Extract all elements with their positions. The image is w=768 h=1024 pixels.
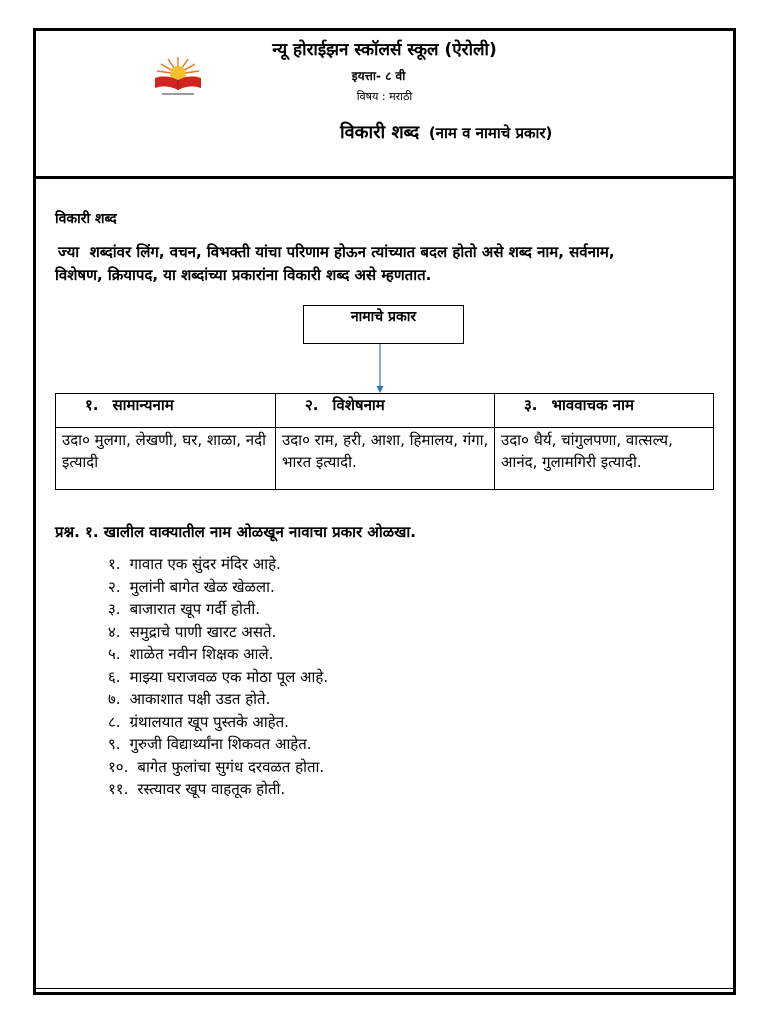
table-example-cell: उदा० राम, हरी, आशा, हिमालय, गंगा, भारत इत्यादी. [276, 428, 495, 490]
table-example-cell: उदा० धैर्य, चांगुलपणा, वात्सल्य, आनंद, गुलामगिरी इत्यादी. [495, 428, 714, 490]
table-header-cell [495, 394, 714, 428]
item-number: ७. [108, 690, 121, 708]
school-name: न्यू होराईझन स्कॉलर्स स्कूल (ऐरोली) [272, 40, 497, 60]
list-item [108, 756, 713, 779]
type-number: २. [305, 396, 319, 414]
item-text: ग्रंथालयात खूप पुस्तके आहेत. [129, 712, 289, 731]
type-number: ३. [524, 396, 538, 414]
list-item [108, 621, 713, 644]
definition-line: ज्या शब्दांवर लिंग, वचन, विभक्ती यांचा परिणाम होऊन त्यांच्यात बदल होतो असे शब्द नाम, सर्वनाम, [58, 243, 615, 261]
worksheet-title-main: विकारी शब्द [340, 122, 420, 143]
noun-types-root-box: नामाचे प्रकार [303, 305, 464, 344]
noun-types-table [55, 393, 714, 490]
table-header-row [56, 394, 714, 428]
item-text: रस्त्यावर खूप वाहतूक होती. [137, 780, 286, 798]
item-text: आकाशात पक्षी उडत होते. [129, 690, 271, 708]
worksheet-header [36, 31, 733, 179]
item-text: शाळेत नवीन शिक्षक आले. [129, 645, 274, 663]
item-text: माझ्या घराजवळ एक मोठा पूल आहे. [129, 667, 329, 686]
item-number: १०. [108, 757, 129, 776]
table-example-row [56, 428, 714, 490]
worksheet-subtitle: (नाम व नामाचे प्रकार) [428, 124, 553, 142]
item-number: ११. [108, 780, 129, 798]
item-number: ४. [108, 622, 121, 641]
table-example-cell: उदा० मुलगा, लेखणी, घर, शाळा, नदी इत्यादी [56, 428, 276, 490]
table-header-cell [56, 394, 276, 428]
list-item [108, 553, 713, 576]
definition-line: विशेषण, क्रियापद, या शब्दांच्या प्रकारांना विकारी शब्द असे म्हणतात. [55, 266, 432, 284]
definition-heading: विकारी शब्द [55, 211, 117, 227]
worksheet-title [340, 121, 552, 145]
item-text: मुलांनी बागेत खेळ खेळला. [129, 577, 275, 596]
list-item [108, 688, 713, 711]
list-item [108, 733, 713, 756]
list-item [108, 778, 713, 801]
item-text: बागेत फुलांचा सुगंध दरवळत होता. [137, 757, 325, 776]
item-number: ६. [108, 667, 121, 686]
list-item [108, 576, 713, 599]
table-header-cell [276, 394, 495, 428]
worksheet-body [36, 179, 733, 801]
type-number: १. [85, 396, 99, 414]
type-name: सामान्यनाम [112, 396, 174, 414]
grade-label: इयत्ता- ८ वी [351, 69, 406, 83]
item-number: १. [108, 555, 121, 573]
exercise-prompt: प्रश्न. १. खालील वाक्यातील नाम ओळखून नावाचा प्रकार ओळखा. [55, 523, 416, 541]
item-number: ३. [108, 600, 121, 618]
down-arrow-icon [375, 344, 385, 393]
list-item [108, 666, 713, 689]
item-text: गावात एक सुंदर मंदिर आहे. [129, 555, 281, 573]
item-number: ९. [108, 735, 121, 753]
list-item [108, 643, 713, 666]
item-number: ८. [108, 712, 121, 731]
item-text: बाजारात खूप गर्दी होती. [129, 600, 261, 618]
type-name: विशेषनाम [332, 396, 385, 414]
page-border-frame [33, 28, 736, 995]
item-text: समुद्राचे पाणी खारट असते. [129, 622, 277, 641]
definition-paragraph [55, 241, 713, 287]
exercise-list [55, 553, 713, 801]
item-number: २. [108, 577, 121, 596]
item-text: गुरुजी विद्यार्थ्यांना शिकवत आहेत. [129, 735, 312, 753]
type-name: भाववाचक नाम [551, 396, 634, 414]
list-item [108, 598, 713, 621]
item-number: ५. [108, 645, 121, 663]
frame-bottom-rule [36, 988, 733, 989]
list-item [108, 711, 713, 734]
subject-label: विषय : मराठी [356, 90, 413, 103]
